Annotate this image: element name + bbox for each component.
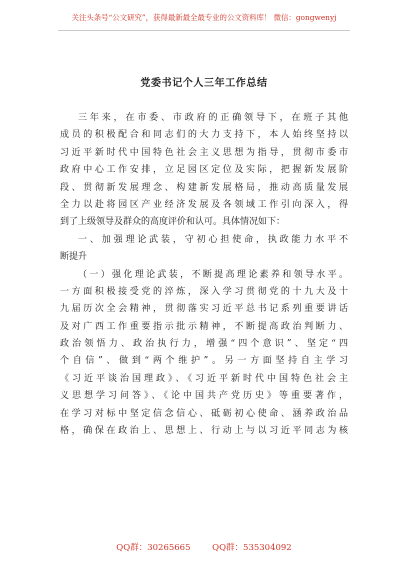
footer-contact: QQ群：30265665 QQ群：535304092 <box>116 543 292 553</box>
body-line: 个自信”、做到“两个维护”。另一方面坚持自主学习 <box>60 356 348 367</box>
section-heading: 一、加强理论武装，守初心担使命，执政能力水平不 <box>78 234 348 245</box>
document-body <box>60 110 348 440</box>
body-line: 义思想学习问答》、《论中国共产党历史》等重要著作， <box>60 391 348 402</box>
body-line: 九届历次全会精神，贯彻落实习近平总书记系列重要讲话 <box>60 304 348 315</box>
body-line: 三年来，在市委、市政府的正确领导下，在班子其他 <box>78 113 348 123</box>
body-line: 全力以赴将园区产业经济发展及各领域工作引向深入，得 <box>60 199 348 210</box>
body-line: 一方面积极接受党的淬炼，深入学习贯彻党的十九大及十 <box>60 286 348 297</box>
body-line: 在学习对标中坚定信念信心、砥砺初心使命、涵养政治品 <box>60 408 348 419</box>
body-line: 政府中心工作安排，立足园区定位及实际，把握新发展阶 <box>60 165 348 176</box>
body-line: 成员的积极配合和同志们的大力支持下，本人始终坚持以 <box>60 130 348 141</box>
body-line: 及对广西工作重要指示批示精神，不断提高政治判断力、 <box>60 321 348 332</box>
document-title: 党委书记个人三年工作总结 <box>140 78 268 89</box>
body-line: 到了上级领导及群众的高度评价和认可。具体情况如下： <box>60 217 286 228</box>
subsection-heading: （一）强化理论武装，不断提高理论素养和领导水平。 <box>78 269 348 280</box>
body-line: 政治领悟力、政治执行力，增强“四个意识”、坚定“四 <box>60 339 348 350</box>
body-line: 《习近平谈治国理政》、《习近平新时代中国特色社会主 <box>60 373 348 384</box>
header-notice: 关注头条号“公文研究”，获得最新最全最专业的公文资料库！ 微信：gongwenyj <box>71 13 337 22</box>
section-heading-continued: 断提升 <box>60 252 88 263</box>
body-line: 格，确保在政治上、思想上、行动上与以习近平同志为核 <box>60 426 348 437</box>
header-divider <box>58 30 350 31</box>
body-line: 习近平新时代中国特色社会主义思想为指导，贯彻市委市 <box>60 147 348 158</box>
body-line: 段、贯彻新发展理念、构建新发展格局，推动高质量发展 <box>60 182 348 193</box>
